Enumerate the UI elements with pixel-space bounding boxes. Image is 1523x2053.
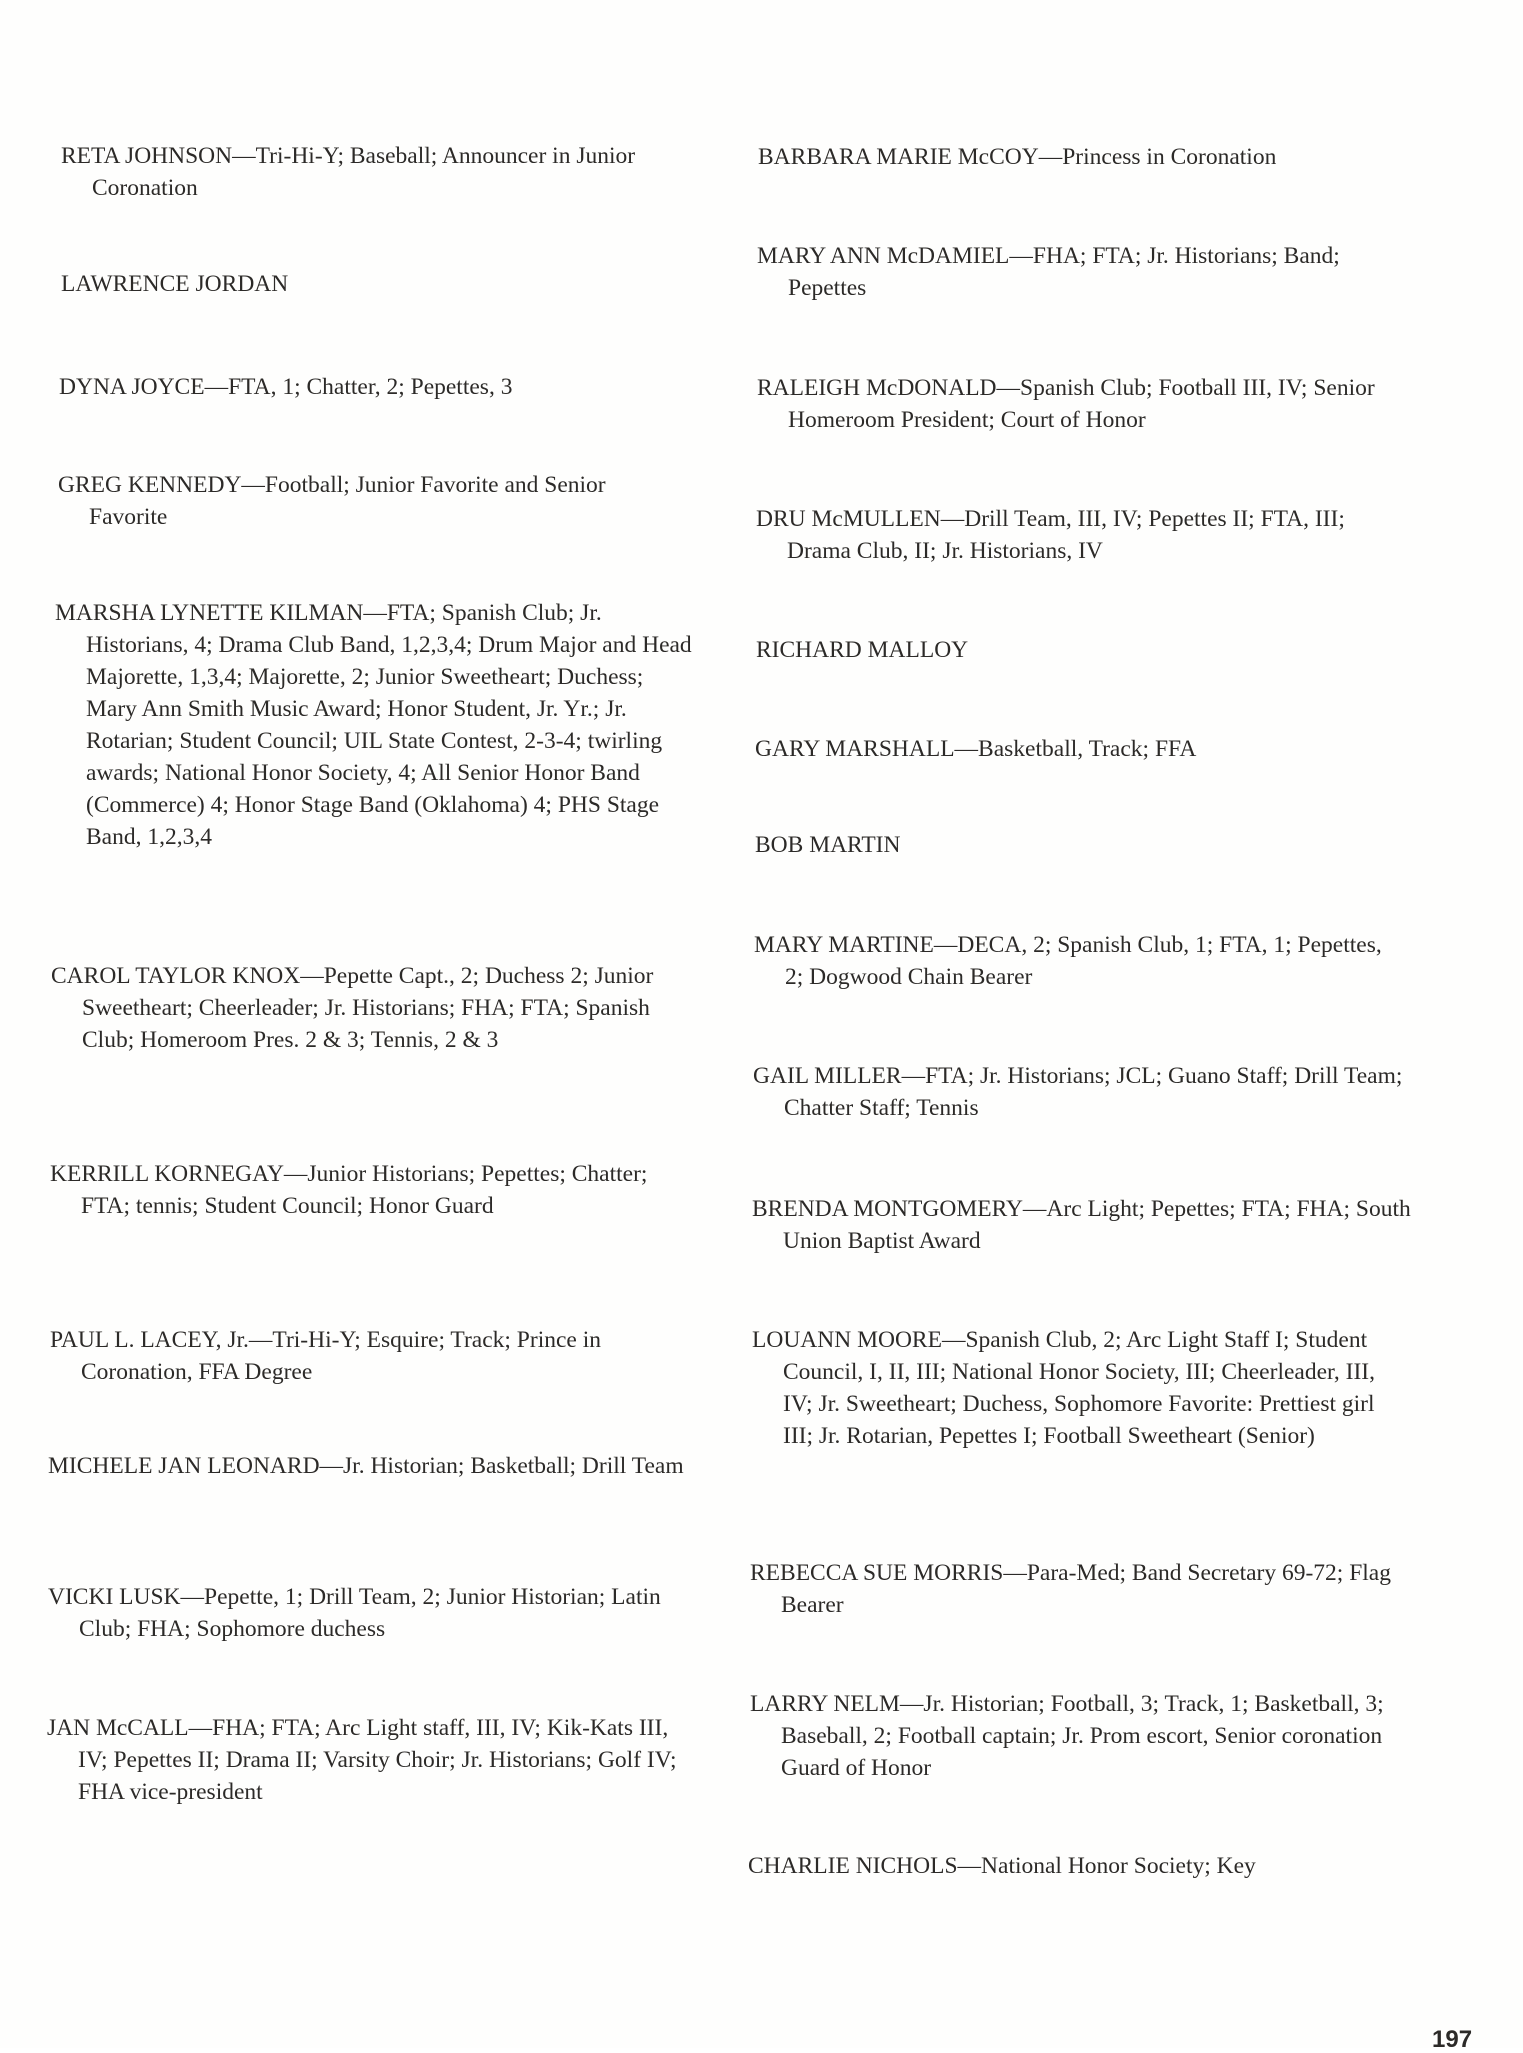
senior-entry: DYNA JOYCE—FTA, 1; Chatter, 2; Pepettes, 3 <box>59 374 513 400</box>
senior-entry: LOUANN MOORE—Spanish Club, 2; Arc Light Staff I; Student Council, I, II, III; National Honor Society, III; Cheerleader, III, IV; Jr. Sweetheart; Duchess, Sophomore Favorite: Prettiest girl III; Jr. Rotarian, Pepettes I; Football Sweetheart (Senior) <box>752 1327 1375 1449</box>
page-number: 197 <box>1432 2026 1473 2053</box>
senior-entry: MARY ANN McDAMIEL—FHA; FTA; Jr. Historians; Band; Pepettes <box>757 243 1340 301</box>
senior-entry: KERRILL KORNEGAY—Junior Historians; Pepettes; Chatter; FTA; tennis; Student Council; Honor Guard <box>50 1161 648 1219</box>
senior-entry: CAROL TAYLOR KNOX—Pepette Capt., 2; Duchess 2; Junior Sweetheart; Cheerleader; Jr. Historians; FHA; FTA; Spanish Club; Homeroom Pres. 2 & 3; Tennis, 2 & 3 <box>51 963 654 1053</box>
senior-entry: BRENDA MONTGOMERY—Arc Light; Pepettes; FTA; FHA; South Union Baptist Award <box>752 1196 1411 1254</box>
senior-entry: DRU McMULLEN—Drill Team, III, IV; Pepettes II; FTA, III; Drama Club, II; Jr. Historians, IV <box>756 506 1345 564</box>
senior-entry: GREG KENNEDY—Football; Junior Favorite and Senior Favorite <box>58 472 606 530</box>
senior-entry: MARY MARTINE—DECA, 2; Spanish Club, 1; FTA, 1; Pepettes, 2; Dogwood Chain Bearer <box>754 932 1382 990</box>
senior-entry: BOB MARTIN <box>755 832 901 858</box>
senior-entry: LAWRENCE JORDAN <box>61 271 289 297</box>
senior-entry: RALEIGH McDONALD—Spanish Club; Football III, IV; Senior Homeroom President; Court of Honor <box>757 375 1375 433</box>
senior-entry: JAN McCALL—FHA; FTA; Arc Light staff, III, IV; Kik-Kats III, IV; Pepettes II; Drama II; Varsity Choir; Jr. Historians; Golf IV; FHA vice-president <box>47 1715 677 1805</box>
senior-entry: BARBARA MARIE McCOY—Princess in Coronation <box>758 144 1277 170</box>
senior-entry: VICKI LUSK—Pepette, 1; Drill Team, 2; Junior Historian; Latin Club; FHA; Sophomore duchess <box>48 1584 661 1642</box>
senior-entry: GAIL MILLER—FTA; Jr. Historians; JCL; Guano Staff; Drill Team; Chatter Staff; Tennis <box>753 1063 1403 1121</box>
senior-entry: RETA JOHNSON—Tri-Hi-Y; Baseball; Announcer in Junior Coronation <box>61 143 636 201</box>
senior-entry: REBECCA SUE MORRIS—Para-Med; Band Secretary 69-72; Flag Bearer <box>750 1560 1391 1618</box>
senior-entry: LARRY NELM—Jr. Historian; Football, 3; Track, 1; Basketball, 3; Baseball, 2; Football captain; Jr. Prom escort, Senior coronation Guard of Honor <box>750 1691 1384 1781</box>
senior-entry: PAUL L. LACEY, Jr.—Tri-Hi-Y; Esquire; Track; Prince in Coronation, FFA Degree <box>50 1327 601 1385</box>
senior-entry: GARY MARSHALL—Basketball, Track; FFA <box>755 736 1197 762</box>
senior-entry: CHARLIE NICHOLS—National Honor Society; Key <box>748 1853 1256 1879</box>
senior-entry: MICHELE JAN LEONARD—Jr. Historian; Basketball; Drill Team <box>48 1453 684 1479</box>
senior-entry: MARSHA LYNETTE KILMAN—FTA; Spanish Club; Jr. Historians, 4; Drama Club Band, 1,2,3,4; Drum Major and Head Majorette, 1,3,4; Majorette, 2; Junior Sweetheart; Duchess; Mary Ann Smith Music Award; Honor Student, Jr. Yr.; Jr. Rotarian; Student Council; UIL State Contest, 2-3-4; twirling awards; National Honor Society, 4; All Senior Honor Band (Commerce) 4; Honor Stage Band (Oklahoma) 4; PHS Stage Band, 1,2,3,4 <box>55 600 692 850</box>
senior-entry: RICHARD MALLOY <box>756 637 969 663</box>
